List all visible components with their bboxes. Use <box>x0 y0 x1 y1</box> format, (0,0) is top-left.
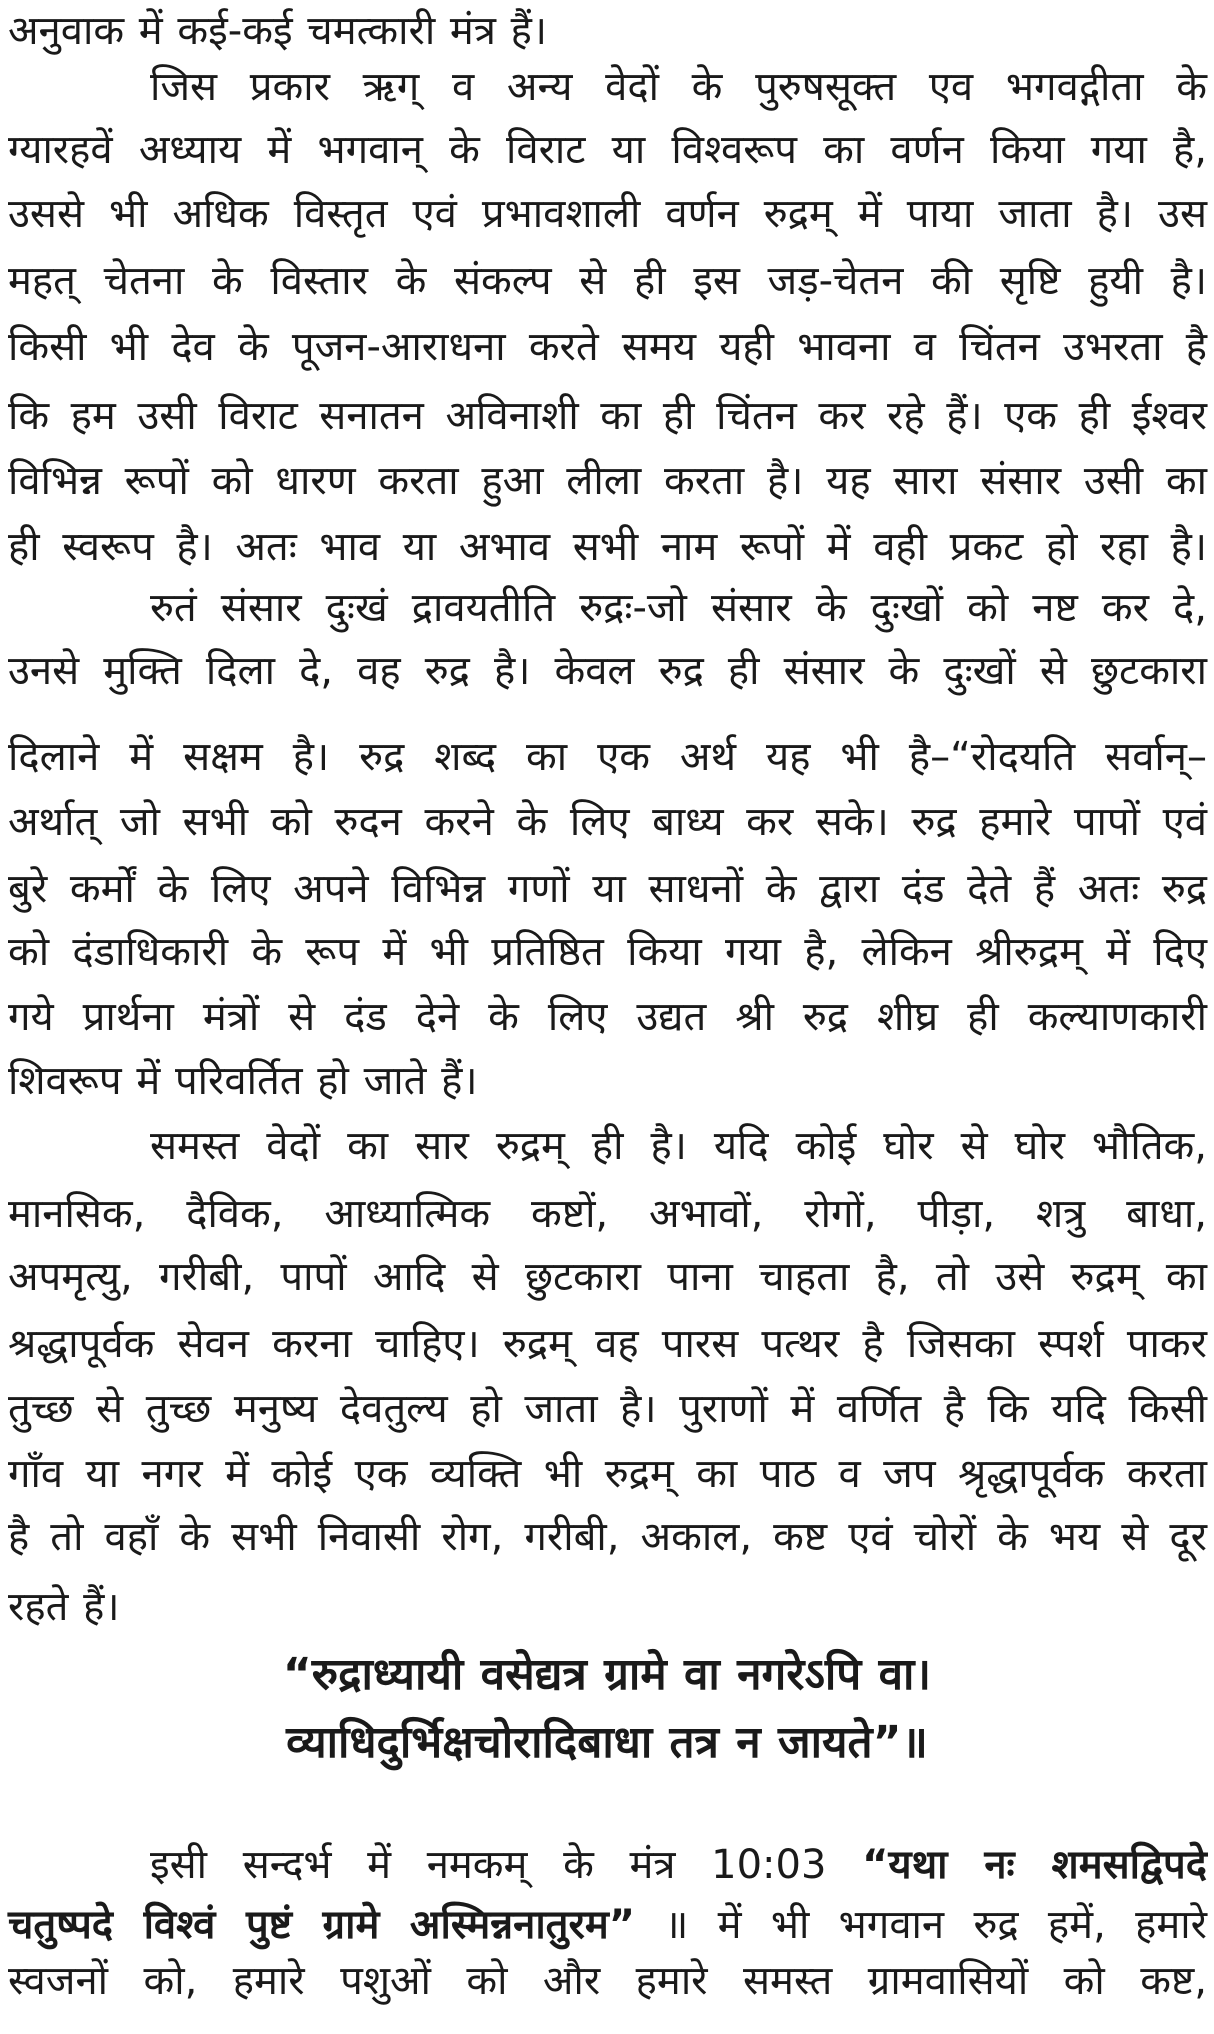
paragraph-line: है तो वहाँ के सभी निवासी रोग, गरीबी, अकाल, कष्ट एवं चोरों के भय से दूर <box>8 1514 1207 1560</box>
paragraph-line <box>8 1894 1207 1956</box>
paragraph-line: कि हम उसी विराट सनातन अविनाशी का ही चिंतन कर रहे हैं। एक ही ईश्वर <box>8 393 1207 439</box>
paragraph-line: ही स्वरूप है। अतः भाव या अभाव सभी नाम रूपों में वही प्रकट हो रहा है। <box>8 524 1207 570</box>
paragraph-line: श्रद्धापूर्वक सेवन करना चाहिए। रुद्रम् वह पारस पत्थर है जिसका स्पर्श पाकर <box>8 1321 1207 1367</box>
paragraph-line: को दंडाधिकारी के रूप में भी प्रतिष्ठित किया गया है, लेकिन श्रीरुद्रम् में दिए <box>8 929 1207 975</box>
mantra-quote: चतुष्पदे विश्वं पुष्टं ग्रामे अस्मिन्ननातुरम” <box>8 1902 636 1948</box>
verse-line-1: “रुद्राध्यायी वसेद्यत्र ग्रामे वा नगरेऽपि वा। <box>282 1649 932 1700</box>
mantra-quote: “यथा नः शमसद्विपदे <box>862 1842 1207 1888</box>
paragraph-line: दिलाने में सक्षम है। रुद्र शब्द का एक अर्थ यह भी है–“रोदयति सर्वान्– <box>8 734 1207 780</box>
paragraph-line: विभिन्न रूपों को धारण करता हुआ लीला करता है। यह सारा संसार उसी का <box>8 458 1207 504</box>
paragraph-line <box>150 1834 1207 1896</box>
paragraph-line: किसी भी देव के पूजन-आराधना करते समय यही भावना व चिंतन उभरता है <box>8 324 1207 370</box>
paragraph-line: रहते हैं। <box>8 1584 120 1630</box>
paragraph-line: महत् चेतना के विस्तार के संकल्प से ही इस जड़-चेतन की सृष्टि हुयी है। <box>8 258 1207 304</box>
paragraph-line: स्वजनों को, हमारे पशुओं को और हमारे समस्त ग्रामवासियों को कष्ट, <box>8 1958 1207 2004</box>
paragraph-line: मानसिक, दैविक, आध्यात्मिक कष्टों, अभावों, रोगों, पीड़ा, शत्रु बाधा, <box>8 1191 1207 1237</box>
paragraph-line: गये प्रार्थना मंत्रों से दंड देने के लिए उद्यत श्री रुद्र शीघ्र ही कल्याणकारी <box>8 994 1207 1040</box>
verse-line-2: व्याधिदुर्भिक्षचोरादिबाधा तत्र न जायते”॥ <box>286 1717 928 1768</box>
paragraph-line: समस्त वेदों का सार रुद्रम् ही है। यदि कोई घोर से घोर भौतिक, <box>150 1123 1207 1169</box>
paragraph-line: बुरे कर्मों के लिए अपने विभिन्न गणों या साधनों के द्वारा दंड देते हैं अतः रुद्र <box>8 866 1207 912</box>
paragraph-text: ॥ में भी भगवान रुद्र हमें, हमारे <box>635 1902 1207 1948</box>
paragraph-line: जिस प्रकार ऋग् व अन्य वेदों के पुरुषसूक्त एव भगवद्गीता के <box>150 64 1207 110</box>
paragraph-line: अनुवाक में कई-कई चमत्कारी मंत्र हैं। <box>8 8 548 54</box>
paragraph-line: अर्थात् जो सभी को रुदन करने के लिए बाध्य कर सके। रुद्र हमारे पापों एवं <box>8 799 1207 845</box>
paragraph-line: उससे भी अधिक विस्तृत एवं प्रभावशाली वर्णन रुद्रम् में पाया जाता है। उस <box>8 191 1207 237</box>
reference-text: इसी सन्दर्भ में नमकम् के मंत्र 10:03 <box>150 1842 863 1888</box>
paragraph-line: रुतं संसार दुःखं द्रावयतीति रुद्रः-जो संसार के दुःखों को नष्ट कर दे, <box>150 585 1207 631</box>
paragraph-line: उनसे मुक्ति दिला दे, वह रुद्र है। केवल रुद्र ही संसार के दुःखों से छुटकारा <box>8 648 1207 694</box>
paragraph-line: शिवरूप में परिवर्तित हो जाते हैं। <box>8 1058 478 1104</box>
paragraph-line: ग्यारहवें अध्याय में भगवान् के विराट या विश्वरूप का वर्णन किया गया है, <box>8 127 1207 173</box>
paragraph-line: तुच्छ से तुच्छ मनुष्य देवतुल्य हो जाता है। पुराणों में वर्णित है कि यदि किसी <box>8 1386 1207 1432</box>
paragraph-line: अपमृत्यु, गरीबी, पापों आदि से छुटकारा पाना चाहता है, तो उसे रुद्रम् का <box>8 1254 1207 1300</box>
paragraph-line: गाँव या नगर में कोई एक व्यक्ति भी रुद्रम् का पाठ व जप श्रृद्धापूर्वक करता <box>8 1451 1207 1497</box>
